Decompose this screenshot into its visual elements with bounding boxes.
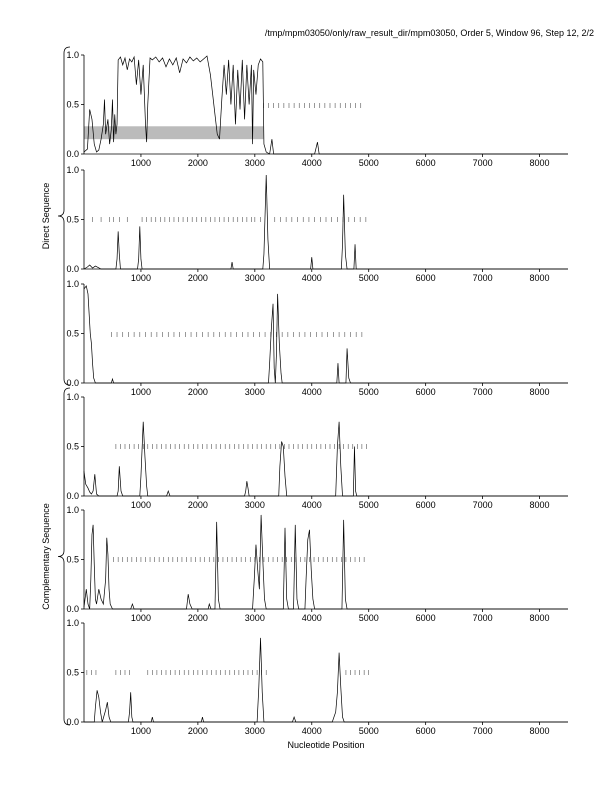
x-tick-label: 4000 [301, 613, 322, 623]
x-tick-label: 6000 [415, 613, 436, 623]
x-tick-label: 1000 [130, 158, 151, 168]
x-tick-label: 4000 [301, 500, 322, 510]
y-tick-label: 1.0 [66, 165, 79, 175]
x-tick-label: 5000 [358, 158, 379, 168]
y-tick-label: 0.0 [66, 604, 79, 614]
x-tick-label: 4000 [301, 273, 322, 283]
panel-3 [66, 279, 568, 397]
x-tick-label: 1000 [130, 387, 151, 397]
series-line [84, 422, 568, 496]
y-tick-label: 0.5 [66, 441, 79, 452]
series-line [84, 515, 568, 609]
y-tick-label: 0.0 [66, 717, 79, 727]
x-tick-label: 8000 [529, 500, 550, 510]
x-tick-label: 3000 [244, 500, 265, 510]
x-tick-label: 2000 [187, 613, 208, 623]
panel-2 [66, 165, 568, 283]
x-tick-label: 5000 [358, 273, 379, 283]
y-tick-label: 0.5 [66, 667, 79, 678]
y-tick-label: 0.5 [66, 328, 79, 339]
series-line [84, 56, 568, 154]
y-tick-label: 0.0 [66, 149, 79, 159]
x-tick-label: 6000 [415, 726, 436, 736]
y-tick-label: 1.0 [66, 392, 79, 402]
y-tick-label: 0.5 [66, 99, 79, 110]
y-tick-label: 1.0 [66, 618, 79, 628]
x-tick-label: 8000 [529, 726, 550, 736]
y-tick-label: 1.0 [66, 505, 79, 515]
panel-6 [66, 618, 568, 736]
x-tick-label: 3000 [244, 613, 265, 623]
panel-4 [66, 392, 568, 510]
panel-1 [66, 50, 568, 168]
x-tick-label: 4000 [301, 726, 322, 736]
panel-5 [66, 505, 568, 623]
x-tick-label: 7000 [472, 158, 493, 168]
x-tick-label: 2000 [187, 726, 208, 736]
x-tick-label: 2000 [187, 500, 208, 510]
x-tick-label: 3000 [244, 273, 265, 283]
y-tick-label: 0.5 [66, 554, 79, 565]
x-tick-label: 7000 [472, 613, 493, 623]
x-tick-label: 1000 [130, 613, 151, 623]
x-tick-label: 3000 [244, 158, 265, 168]
x-tick-label: 4000 [301, 387, 322, 397]
x-tick-label: 3000 [244, 726, 265, 736]
x-tick-label: 8000 [529, 158, 550, 168]
x-tick-label: 6000 [415, 273, 436, 283]
x-tick-label: 8000 [529, 387, 550, 397]
x-tick-label: 6000 [415, 500, 436, 510]
y-tick-label: 0.5 [66, 214, 79, 225]
complementary-sequence-label: Complementary Sequence [41, 503, 51, 610]
x-tick-label: 8000 [529, 613, 550, 623]
x-tick-label: 2000 [187, 158, 208, 168]
x-tick-label: 5000 [358, 613, 379, 623]
y-tick-label: 0.0 [66, 491, 79, 501]
x-axis-label: Nucleotide Position [287, 740, 365, 750]
x-tick-label: 1000 [130, 500, 151, 510]
x-tick-label: 1000 [130, 273, 151, 283]
x-tick-label: 3000 [244, 387, 265, 397]
x-tick-label: 4000 [301, 158, 322, 168]
x-tick-label: 7000 [472, 500, 493, 510]
x-tick-label: 7000 [472, 387, 493, 397]
x-tick-label: 2000 [187, 273, 208, 283]
series-line [84, 638, 568, 722]
x-tick-label: 1000 [130, 726, 151, 736]
x-tick-label: 2000 [187, 387, 208, 397]
x-tick-label: 6000 [415, 387, 436, 397]
x-tick-label: 8000 [529, 273, 550, 283]
chart-panels [66, 50, 568, 736]
x-tick-label: 5000 [358, 726, 379, 736]
y-tick-label: 0.0 [66, 264, 79, 274]
x-tick-label: 7000 [472, 273, 493, 283]
x-tick-label: 6000 [415, 158, 436, 168]
y-tick-label: 1.0 [66, 279, 79, 289]
x-tick-label: 5000 [358, 387, 379, 397]
x-tick-label: 5000 [358, 500, 379, 510]
y-tick-label: 1.0 [66, 50, 79, 60]
direct-sequence-label: Direct Sequence [41, 182, 51, 250]
y-tick-label: 0.0 [66, 378, 79, 388]
x-tick-label: 7000 [472, 726, 493, 736]
header-text: /tmp/mpm03050/only/raw_result_dir/mpm03050, Order 5, Window 96, Step 12, 2/2 [264, 28, 594, 38]
